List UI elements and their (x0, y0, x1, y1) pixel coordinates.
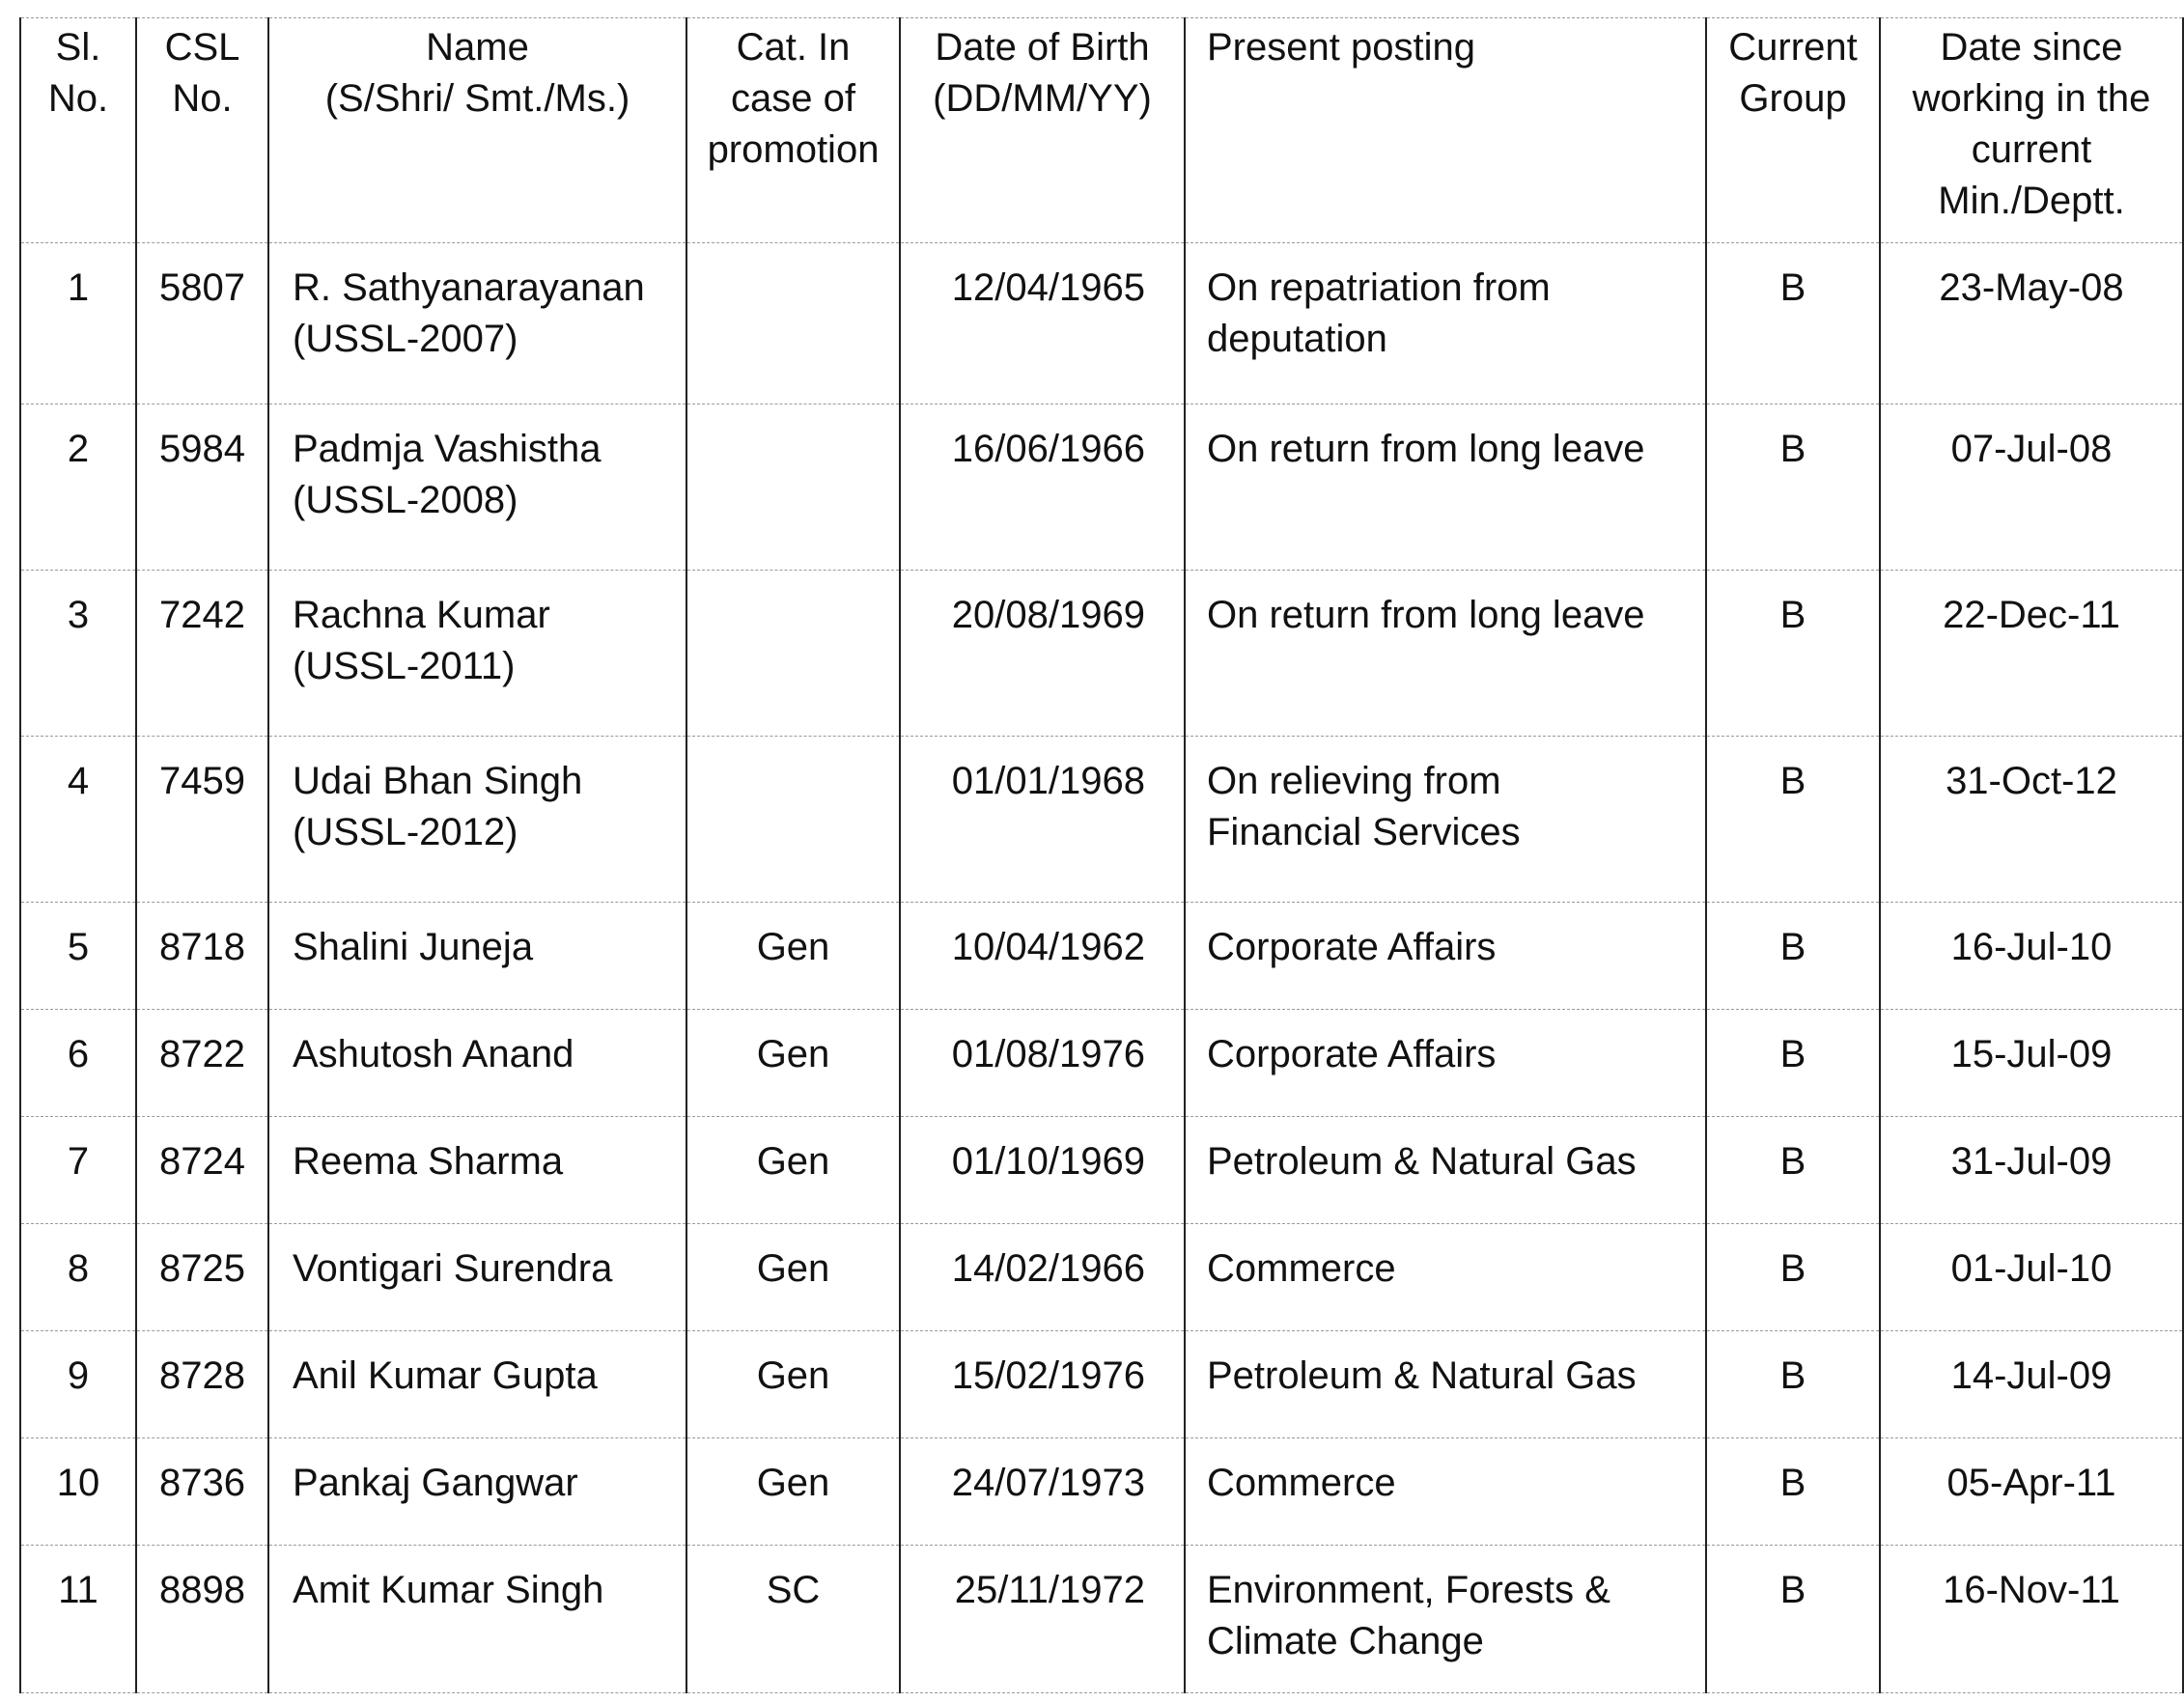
cell-current-group (1706, 405, 1880, 571)
cell-batch-text: (USSL-2012) (293, 811, 518, 853)
cell-date-since (1880, 405, 2183, 571)
cell-name (268, 405, 686, 571)
cell-csl-no (136, 1546, 268, 1693)
cell-csl-no (136, 571, 268, 737)
cell-category-text: Gen (756, 1140, 830, 1183)
cell-present-posting-text: Environment, Forests & Climate Change (1207, 1569, 1610, 1662)
cell-sl-no (20, 405, 136, 571)
cell-current-group (1706, 737, 1880, 903)
cell-date-since (1880, 1546, 2183, 1693)
cell-category (686, 1438, 900, 1546)
cell-batch-text: (USSL-2008) (293, 479, 518, 521)
cell-name (268, 1224, 686, 1331)
cell-present-posting (1185, 903, 1706, 1010)
cell-present-posting (1185, 1331, 1706, 1438)
cell-date-since-text: 15-Jul-09 (1950, 1033, 2113, 1075)
cell-csl-no (136, 1010, 268, 1117)
cell-sl-no-text: 9 (67, 1354, 90, 1397)
cell-date-since (1880, 737, 2183, 903)
cell-sl-no-text: 10 (56, 1462, 100, 1504)
cell-category (686, 1010, 900, 1117)
officer-roster-table (19, 17, 2184, 1693)
cell-date-of-birth (900, 405, 1185, 571)
cell-category (686, 1224, 900, 1331)
cell-date-of-birth-text: 20/08/1969 (951, 594, 1145, 636)
cell-date-of-birth (900, 1438, 1185, 1546)
cell-date-of-birth (900, 1331, 1185, 1438)
cell-category (686, 571, 900, 737)
table-header-row (20, 18, 2183, 243)
cell-date-of-birth-text: 01/01/1968 (951, 760, 1145, 802)
cell-name (268, 1331, 686, 1438)
header-name: Name (S/Shri/ Smt./Ms.) (268, 18, 686, 243)
cell-date-of-birth (900, 1117, 1185, 1224)
cell-category-text: Gen (756, 1462, 830, 1504)
cell-category (686, 1117, 900, 1224)
cell-csl-no-text: 8724 (159, 1140, 245, 1183)
cell-sl-no (20, 243, 136, 405)
cell-csl-no-text: 5984 (159, 428, 245, 470)
cell-category (686, 1331, 900, 1438)
cell-current-group-text: B (1779, 926, 1806, 968)
cell-sl-no-text: 3 (67, 594, 90, 636)
cell-date-since (1880, 1438, 2183, 1546)
cell-date-since (1880, 903, 2183, 1010)
cell-name-text: Reema Sharma (293, 1140, 564, 1183)
cell-csl-no-text: 5807 (159, 266, 245, 309)
cell-name-text: Pankaj Gangwar (293, 1462, 578, 1504)
table-row (20, 737, 2183, 903)
cell-present-posting (1185, 1117, 1706, 1224)
cell-present-posting-text: Commerce (1207, 1247, 1396, 1290)
cell-date-of-birth (900, 571, 1185, 737)
cell-date-of-birth (900, 1224, 1185, 1331)
cell-date-since (1880, 1224, 2183, 1331)
cell-name (268, 1117, 686, 1224)
cell-csl-no-text: 8718 (159, 926, 245, 968)
cell-sl-no (20, 1117, 136, 1224)
cell-date-since-text: 23-May-08 (1939, 266, 2124, 309)
cell-sl-no-text: 2 (67, 428, 90, 470)
cell-name (268, 1546, 686, 1693)
cell-name-text: Amit Kumar Singh (293, 1569, 604, 1611)
cell-date-of-birth (900, 243, 1185, 405)
cell-current-group-text: B (1779, 428, 1806, 470)
cell-sl-no-text: 6 (67, 1033, 90, 1075)
cell-sl-no-text: 5 (67, 926, 90, 968)
cell-present-posting (1185, 1438, 1706, 1546)
cell-present-posting (1185, 243, 1706, 405)
cell-batch-text: (USSL-2011) (293, 645, 516, 687)
cell-present-posting (1185, 1546, 1706, 1693)
cell-date-of-birth-text: 12/04/1965 (951, 266, 1145, 309)
table-row (20, 1546, 2183, 1693)
cell-date-of-birth-text: 16/06/1966 (951, 428, 1145, 470)
cell-name (268, 243, 686, 405)
cell-sl-no (20, 903, 136, 1010)
cell-name (268, 737, 686, 903)
cell-current-group (1706, 571, 1880, 737)
table-row (20, 571, 2183, 737)
cell-batch-text: (USSL-2007) (293, 318, 518, 360)
cell-sl-no (20, 1224, 136, 1331)
cell-date-since-text: 01-Jul-10 (1950, 1247, 2113, 1290)
cell-category-text: Gen (756, 926, 830, 968)
cell-name (268, 1438, 686, 1546)
header-present-posting: Present posting (1185, 18, 1706, 243)
cell-date-of-birth-text: 24/07/1973 (951, 1462, 1145, 1504)
cell-sl-no-text: 11 (58, 1569, 98, 1611)
cell-category (686, 243, 900, 405)
cell-name (268, 1010, 686, 1117)
cell-csl-no-text: 8728 (159, 1354, 245, 1397)
table-row (20, 1117, 2183, 1224)
table-row (20, 243, 2183, 405)
cell-category (686, 737, 900, 903)
cell-current-group (1706, 1331, 1880, 1438)
cell-category-text: Gen (756, 1033, 830, 1075)
cell-current-group (1706, 1438, 1880, 1546)
cell-current-group-text: B (1779, 1354, 1806, 1397)
cell-present-posting-text: On return from long leave (1207, 594, 1645, 636)
cell-category (686, 1546, 900, 1693)
header-sl-no: Sl. No. (20, 18, 136, 243)
table-row (20, 903, 2183, 1010)
cell-present-posting-text: On return from long leave (1207, 428, 1645, 470)
cell-csl-no (136, 1224, 268, 1331)
cell-csl-no-text: 8725 (159, 1247, 245, 1290)
cell-present-posting (1185, 1224, 1706, 1331)
cell-present-posting-text: Petroleum & Natural Gas (1207, 1140, 1637, 1183)
cell-present-posting-text: Corporate Affairs (1207, 926, 1497, 968)
cell-present-posting (1185, 571, 1706, 737)
cell-name-text: Rachna Kumar (293, 594, 550, 636)
cell-csl-no-text: 8736 (159, 1462, 245, 1504)
cell-csl-no-text: 8898 (159, 1569, 245, 1611)
cell-name-text: Anil Kumar Gupta (293, 1354, 598, 1397)
cell-csl-no (136, 1331, 268, 1438)
cell-csl-no (136, 1438, 268, 1546)
cell-present-posting-text: Commerce (1207, 1462, 1396, 1504)
cell-csl-no-text: 7459 (159, 760, 245, 802)
cell-date-since (1880, 1010, 2183, 1117)
cell-date-of-birth (900, 1010, 1185, 1117)
cell-category-text: Gen (756, 1354, 830, 1397)
cell-date-of-birth-text: 10/04/1962 (951, 926, 1145, 968)
cell-current-group (1706, 1010, 1880, 1117)
cell-current-group-text: B (1779, 760, 1806, 802)
cell-current-group (1706, 903, 1880, 1010)
cell-sl-no (20, 1010, 136, 1117)
cell-sl-no (20, 1331, 136, 1438)
cell-current-group-text: B (1779, 1247, 1806, 1290)
cell-present-posting-text: On relieving from Financial Services (1207, 760, 1521, 853)
cell-date-since-text: 07-Jul-08 (1950, 428, 2113, 470)
cell-name-text: Padmja Vashistha (293, 428, 602, 470)
cell-name (268, 571, 686, 737)
table-row (20, 1010, 2183, 1117)
cell-name-text: Shalini Juneja (293, 926, 534, 968)
table-row (20, 1331, 2183, 1438)
cell-date-since-text: 16-Jul-10 (1950, 926, 2113, 968)
cell-present-posting-text: Corporate Affairs (1207, 1033, 1497, 1075)
cell-category-text: SC (766, 1569, 821, 1611)
cell-date-since-text: 31-Jul-09 (1950, 1140, 2113, 1183)
cell-date-since (1880, 243, 2183, 405)
cell-date-since-text: 14-Jul-09 (1950, 1354, 2113, 1397)
cell-csl-no (136, 405, 268, 571)
cell-current-group (1706, 1224, 1880, 1331)
cell-name-text: R. Sathyanarayanan (293, 266, 645, 309)
cell-current-group (1706, 243, 1880, 405)
cell-date-of-birth (900, 1546, 1185, 1693)
header-category: Cat. In case of promotion (686, 18, 900, 243)
cell-date-of-birth-text: 01/10/1969 (951, 1140, 1145, 1183)
cell-date-of-birth-text: 14/02/1966 (951, 1247, 1145, 1290)
cell-csl-no (136, 737, 268, 903)
cell-date-since-text: 31-Oct-12 (1946, 760, 2117, 802)
cell-date-since-text: 16-Nov-11 (1943, 1569, 2120, 1611)
table-row (20, 1224, 2183, 1331)
cell-sl-no-text: 1 (67, 266, 90, 309)
cell-date-since-text: 05-Apr-11 (1946, 1462, 2116, 1504)
cell-sl-no (20, 1546, 136, 1693)
cell-present-posting (1185, 737, 1706, 903)
header-date-since: Date since working in the current Min./Deptt. (1880, 18, 2183, 243)
cell-category-text: Gen (756, 1247, 830, 1290)
table-row (20, 405, 2183, 571)
cell-sl-no-text: 8 (67, 1247, 90, 1290)
table-body (20, 243, 2183, 1693)
cell-name-text: Udai Bhan Singh (293, 760, 583, 802)
cell-current-group-text: B (1779, 1569, 1806, 1611)
cell-sl-no-text: 7 (67, 1140, 90, 1183)
header-date-of-birth: Date of Birth (DD/MM/YY) (900, 18, 1185, 243)
cell-date-of-birth (900, 903, 1185, 1010)
cell-csl-no (136, 903, 268, 1010)
cell-sl-no (20, 1438, 136, 1546)
header-current-group: Current Group (1706, 18, 1880, 243)
cell-category (686, 405, 900, 571)
cell-current-group-text: B (1779, 1140, 1806, 1183)
header-csl-no: CSL No. (136, 18, 268, 243)
cell-current-group-text: B (1779, 594, 1806, 636)
cell-name (268, 903, 686, 1010)
cell-csl-no (136, 243, 268, 405)
cell-date-of-birth (900, 737, 1185, 903)
cell-name-text: Vontigari Surendra (293, 1247, 613, 1290)
cell-category (686, 903, 900, 1010)
cell-date-since (1880, 571, 2183, 737)
table-row (20, 1438, 2183, 1546)
cell-current-group-text: B (1779, 1462, 1806, 1504)
cell-csl-no-text: 7242 (159, 594, 245, 636)
cell-date-since (1880, 1331, 2183, 1438)
cell-current-group (1706, 1117, 1880, 1224)
cell-present-posting (1185, 1010, 1706, 1117)
cell-sl-no (20, 571, 136, 737)
cell-present-posting-text: Petroleum & Natural Gas (1207, 1354, 1637, 1397)
cell-sl-no (20, 737, 136, 903)
cell-date-of-birth-text: 15/02/1976 (951, 1354, 1145, 1397)
cell-date-of-birth-text: 01/08/1976 (951, 1033, 1145, 1075)
cell-sl-no-text: 4 (67, 760, 90, 802)
cell-current-group-text: B (1779, 1033, 1806, 1075)
cell-present-posting (1185, 405, 1706, 571)
cell-current-group (1706, 1546, 1880, 1693)
cell-date-since-text: 22-Dec-11 (1943, 594, 2120, 636)
cell-csl-no-text: 8722 (159, 1033, 245, 1075)
cell-date-of-birth-text: 25/11/1972 (954, 1569, 1145, 1611)
cell-csl-no (136, 1117, 268, 1224)
cell-date-since (1880, 1117, 2183, 1224)
cell-present-posting-text: On repatriation from deputation (1207, 266, 1551, 360)
cell-current-group-text: B (1779, 266, 1806, 309)
cell-name-text: Ashutosh Anand (293, 1033, 574, 1075)
